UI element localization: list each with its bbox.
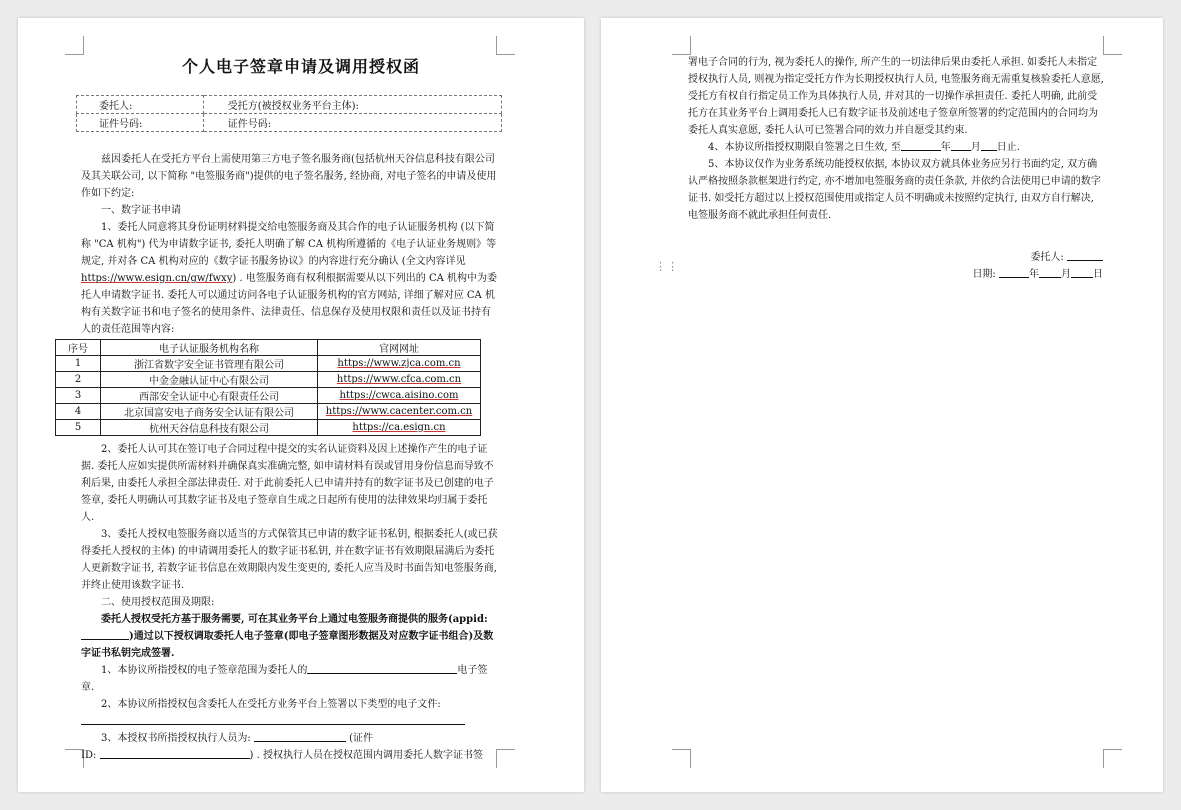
item-5-paragraph: 5、本协议仅作为业务系统功能授权依据, 本协议双方就具体业务应另行书面约定, 双方确认严格按照条款框架进行约定, 亦不增加电签服务商的责任条款, 并依约合法使用已申请的数字证书. 如受托方超过以上授权范围使用或指定人员不明确或未按照约定执行, 由双方自行解决, 电签服务商不就此承担任何责任.: [688, 159, 1101, 221]
cell-index: 3: [56, 388, 101, 404]
scope-text-b: )通过以下授权调取委托人电子签章(即电子签章图形数据及对应数字证书组合)及数字证书私钥完成签署.: [81, 631, 494, 659]
cell-url[interactable]: https://cwca.aisino.com: [318, 388, 481, 404]
signature-month-label: 月: [1061, 269, 1071, 280]
signature-year-label: 年: [1029, 269, 1039, 280]
cell-name: 中金金融认证中心有限公司: [101, 372, 318, 388]
cell-index: 5: [56, 420, 101, 436]
cell-index: 4: [56, 404, 101, 420]
item-1-text-a: 1、本协议所指授权的电子签章范围为委托人的: [101, 665, 308, 676]
clause-1-text-a: 1、委托人同意将其身份证明材料提交给电签服务商及其合作的电子认证服务机构 (以下简称 "CA 机构") 代为申请数字证书, 委托人明确了解 CA 机构所遵循的《电子认证业务规则》等规定, 并对各 CA 机构对应的《数字证书服务协议》的内容进行充分确认 (全文内容详见: [81, 222, 497, 267]
crop-mark: [65, 36, 84, 55]
signature-month-blank[interactable]: [1039, 266, 1061, 278]
clause-1-text-b: ) . 电签服务商有权利根据需要从以下列出的 CA 机构中为委托人申请数字证书. 委托人可以通过访问各电子认证服务机构的官方网站, 详细了解对应 CA 机构有关数字证书和电子签名的使用条件、法律责任、信息保存及使用权限和责任以及证书持有人的责任范围等内容:: [81, 273, 498, 335]
crop-mark: [496, 36, 515, 55]
item-3-id-line: [81, 747, 498, 764]
crop-mark: [496, 749, 515, 768]
signature-principal-line: [1030, 248, 1103, 263]
cell-name: 北京国富安电子商务安全认证有限公司: [101, 404, 318, 420]
intro-block: [81, 151, 498, 338]
signature-day-blank[interactable]: [1071, 266, 1093, 278]
signature-day-label: 日: [1093, 269, 1103, 280]
cell-name: 西部安全认证中心有限责任公司: [101, 388, 318, 404]
party-info-table: [76, 95, 502, 132]
appid-blank[interactable]: [81, 628, 129, 640]
document-type-blank[interactable]: [81, 713, 465, 725]
crop-mark: [672, 36, 691, 55]
item-4-text-a: 4、本协议所指授权期限自签署之日生效, 至: [708, 142, 901, 153]
table-row: [56, 372, 481, 388]
signature-principal-label: 委托人:: [1030, 252, 1064, 263]
intro-paragraph: 兹因委托人在受托方平台上需使用第三方电子签名服务商(包括杭州天谷信息科技有限公司及其关联公司, 以下简称 "电签服务商")提供的电子签名服务, 经协商, 对电子签名的申请及使用作如下约定:: [81, 154, 497, 199]
crop-mark: [1103, 36, 1122, 55]
trustee-id-cell[interactable]: 证件号码:: [203, 114, 501, 132]
item-4-month: 月: [970, 142, 981, 153]
item-3-text-b: (证件: [349, 733, 374, 744]
item-4-paragraph: [688, 139, 1105, 156]
page-2-body: [688, 54, 1105, 224]
document-title: 个人电子签章申请及调用授权函: [181, 57, 420, 76]
table-row: [56, 404, 481, 420]
executor-id-blank[interactable]: [100, 747, 250, 759]
signature-scope-blank[interactable]: [307, 662, 457, 674]
principal-cell[interactable]: 委托人:: [77, 96, 204, 114]
signature-year-blank[interactable]: [999, 266, 1029, 278]
table-row: [56, 420, 481, 436]
item-3-text-d: ) . 授权执行人员在授权范围内调用委托人数字证书签: [249, 750, 483, 761]
section-heading-1: 一、数字证书申请: [101, 205, 181, 216]
cell-name: 浙江省数字安全证书管理有限公司: [101, 356, 318, 372]
cell-url[interactable]: https://www.cfca.com.cn: [318, 372, 481, 388]
cell-name: 杭州天谷信息科技有限公司: [101, 420, 318, 436]
cell-url[interactable]: https://ca.esign.cn: [318, 420, 481, 436]
cell-url[interactable]: https://www.zjca.com.cn: [318, 356, 481, 372]
item-3-text-c: ID:: [81, 750, 97, 761]
document-page-2: [601, 18, 1163, 792]
item-1-paragraph: [81, 662, 498, 696]
crop-mark: [1103, 749, 1122, 768]
body-block: [81, 441, 498, 764]
continuation-paragraph: 署电子合同的行为, 视为委托人的操作, 所产生的一切法律后果由委托人承担. 如委托人未指定授权执行人员, 则视为指定受托方作为长期授权执行人员, 电签服务商无需重复核验委托人意愿, 受托方有权自行指定员工作为具体执行人员, 并对其的一切操作承担责任. 委托人明确, 此前受托方在其业务平台上调用委托人已有数字证书及前述电子签章所签署的约定范围内的合同均为委托人真实意愿, 委托人认可已签署合同的效力并自愿受其约束.: [688, 57, 1104, 136]
end-month-blank[interactable]: [951, 139, 971, 151]
scope-text-a: 委托人授权受托方基于服务需要, 可在其业务平台上通过电签服务商提供的服务(appid:: [101, 614, 488, 625]
item-4-year: 年: [940, 142, 951, 153]
signature-principal-blank[interactable]: [1067, 249, 1103, 261]
cell-index: 2: [56, 372, 101, 388]
table-row: [56, 356, 481, 372]
col-header-name: 电子认证服务机构名称: [101, 340, 318, 356]
trustee-cell[interactable]: 受托方(被授权业务平台主体):: [203, 96, 501, 114]
clause-1-paragraph: [81, 219, 498, 338]
cell-url[interactable]: https://www.cacenter.com.cn: [318, 404, 481, 420]
drag-handle-icon[interactable]: ⋮⋮: [655, 260, 679, 273]
clause-2-paragraph: 2、委托人认可其在签订电子合同过程中提交的实名认证资料及因上述操作产生的电子证据. 委托人应如实提供所需材料并确保真实准确完整, 如申请材料有误或冒用身份信息而导致不利后果, 由委托人承担全部法律责任. 对于此前委托人已申请并持有的数字证书及已创建的电子签章, 委托人明确认可其数字证书及电子签章自生成之日起所有使用的法律效果均归属于委托人.: [81, 444, 494, 523]
principal-id-cell[interactable]: 证件号码:: [77, 114, 204, 132]
table-row: [56, 388, 481, 404]
item-2-paragraph: 2、本协议所指授权包含委托人在受托方业务平台上签署以下类型的电子文件:: [101, 699, 441, 710]
cell-index: 1: [56, 356, 101, 372]
executor-name-blank[interactable]: [254, 730, 346, 742]
clause-3-paragraph: 3、委托人授权电签服务商以适当的方式保管其已申请的数字证书私钥, 根据委托人(或已获得委托人授权的主体) 的申请调用委托人的数字证书私钥, 并在数字证书有效期限届满后为委托人更新数字证书, 若数字证书信息在效期限内发生变更的, 委托人应当及时书面告知电签服务商, 并终止使用该数字证书.: [81, 529, 498, 591]
col-header-url: 官网网址: [318, 340, 481, 356]
clause-1-link[interactable]: https://www.esign.cn/gw/fwxy: [81, 273, 233, 284]
document-page-1: [18, 18, 584, 792]
signature-date-label: 日期:: [972, 269, 996, 280]
authorization-scope-paragraph: [81, 611, 498, 662]
item-3-text-a: 3、本授权书所指授权执行人员为:: [101, 733, 251, 744]
col-header-index: 序号: [56, 340, 101, 356]
item-1-text-b: 电子签章.: [81, 665, 488, 693]
ca-institution-table: [55, 339, 481, 436]
item-3-paragraph: [81, 730, 498, 747]
signature-date-line: [972, 265, 1103, 280]
section-heading-2: 二、使用授权范围及期限:: [101, 597, 215, 608]
end-day-blank[interactable]: [981, 139, 997, 151]
item-2-blank-line: [81, 713, 498, 730]
crop-mark: [672, 749, 691, 768]
item-4-day: 日止.: [996, 142, 1020, 153]
end-year-blank[interactable]: [901, 139, 941, 151]
